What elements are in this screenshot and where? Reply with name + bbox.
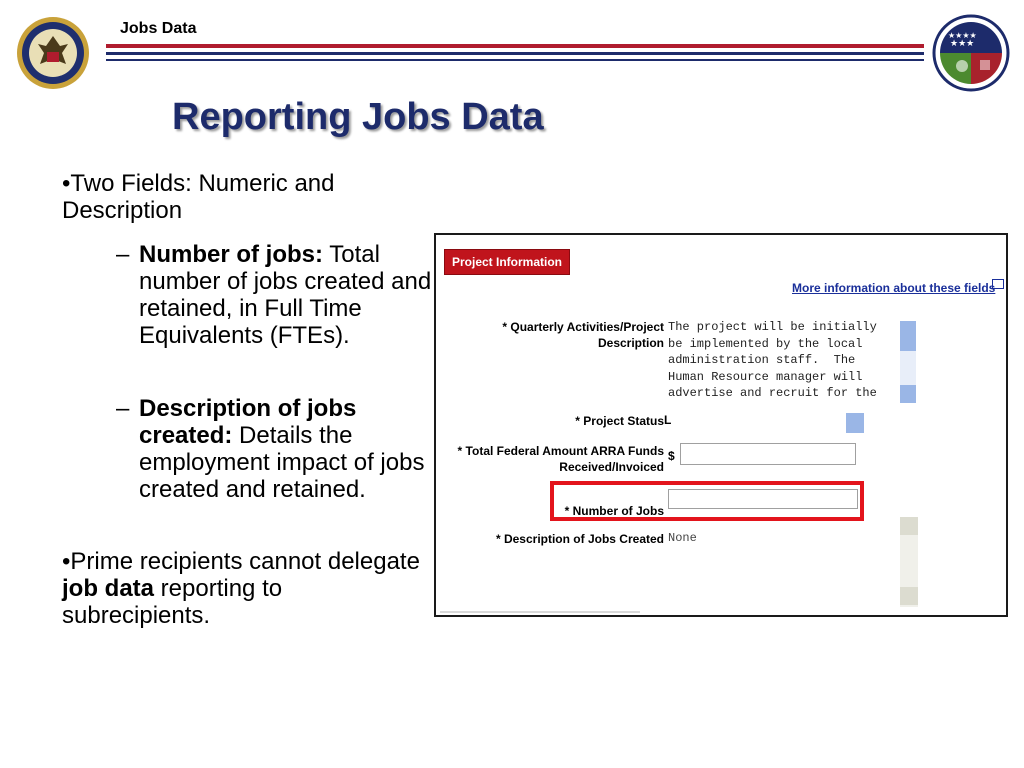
number-of-jobs-label: * Number of Jobs xyxy=(564,504,664,518)
header-rule-blue-thin xyxy=(106,59,924,61)
scrollbar-up[interactable] xyxy=(900,517,918,535)
project-status-label: * Project Status xyxy=(575,414,664,428)
scrollbar-down[interactable] xyxy=(900,385,916,403)
tab-project-information[interactable]: Project Information xyxy=(444,249,570,275)
bullet-bold: job data xyxy=(62,575,155,602)
header-title: Jobs Data xyxy=(120,20,197,37)
description-of-jobs-textarea[interactable]: None xyxy=(668,531,898,601)
bullet-two-fields: •Two Fields: Numeric and Description xyxy=(62,170,335,224)
sub-bullet-bold: Description of jobs created: xyxy=(139,395,357,449)
activities-label: * Quarterly Activities/Project Description xyxy=(502,320,664,350)
project-information-form-screenshot xyxy=(434,233,1008,617)
bullet-text: •Prime recipients cannot delegate xyxy=(62,548,420,575)
scrollbar-down[interactable] xyxy=(900,587,918,605)
amount-label: * Total Federal Amount ARRA Funds Received/Invoiced xyxy=(457,444,664,474)
description-of-jobs-label: * Description of Jobs Created xyxy=(495,532,664,546)
header-rule-red xyxy=(106,44,924,48)
dash-marker: – xyxy=(116,241,130,268)
number-of-jobs-input[interactable] xyxy=(668,489,858,509)
recovery-gov-seal-icon xyxy=(932,14,1010,92)
chevron-down-icon[interactable] xyxy=(846,413,864,433)
divider xyxy=(440,611,640,613)
header-rule-blue xyxy=(106,52,924,55)
dash-marker: – xyxy=(116,395,130,422)
svg-text:★★★★: ★★★★ xyxy=(948,31,977,40)
sub-bullet-text: Total number of jobs created and retained, in Full Time Equivalents (FTEs). xyxy=(139,241,432,349)
sub-bullet-bold: Number of jobs: xyxy=(139,241,323,268)
currency-symbol: $ xyxy=(668,449,675,463)
scrollbar-up[interactable] xyxy=(900,321,916,351)
bullet-prime-recipients xyxy=(62,548,432,629)
activities-textarea[interactable]: The project will be initially be implemented by the local administration staff. The Human Resource manager will advertise and recruit for the xyxy=(668,320,877,400)
external-link-icon[interactable] xyxy=(992,279,1004,289)
bullet-text: reporting to subrecipients. xyxy=(62,575,283,629)
scrollbar-track[interactable] xyxy=(900,351,916,385)
sub-bullet-number-of-jobs xyxy=(116,241,436,349)
svg-text:★★★: ★★★ xyxy=(950,39,975,49)
project-status-select[interactable]: L xyxy=(664,413,672,427)
slide-title: Reporting Jobs Data xyxy=(172,96,544,138)
more-information-link[interactable]: More information about these fields xyxy=(792,281,996,295)
sub-bullet-description-of-jobs xyxy=(116,395,436,503)
amount-input[interactable] xyxy=(680,443,856,465)
department-of-justice-seal-icon xyxy=(16,16,90,90)
sub-bullet-text: Details the employment impact of jobs created and retained. xyxy=(139,422,425,503)
